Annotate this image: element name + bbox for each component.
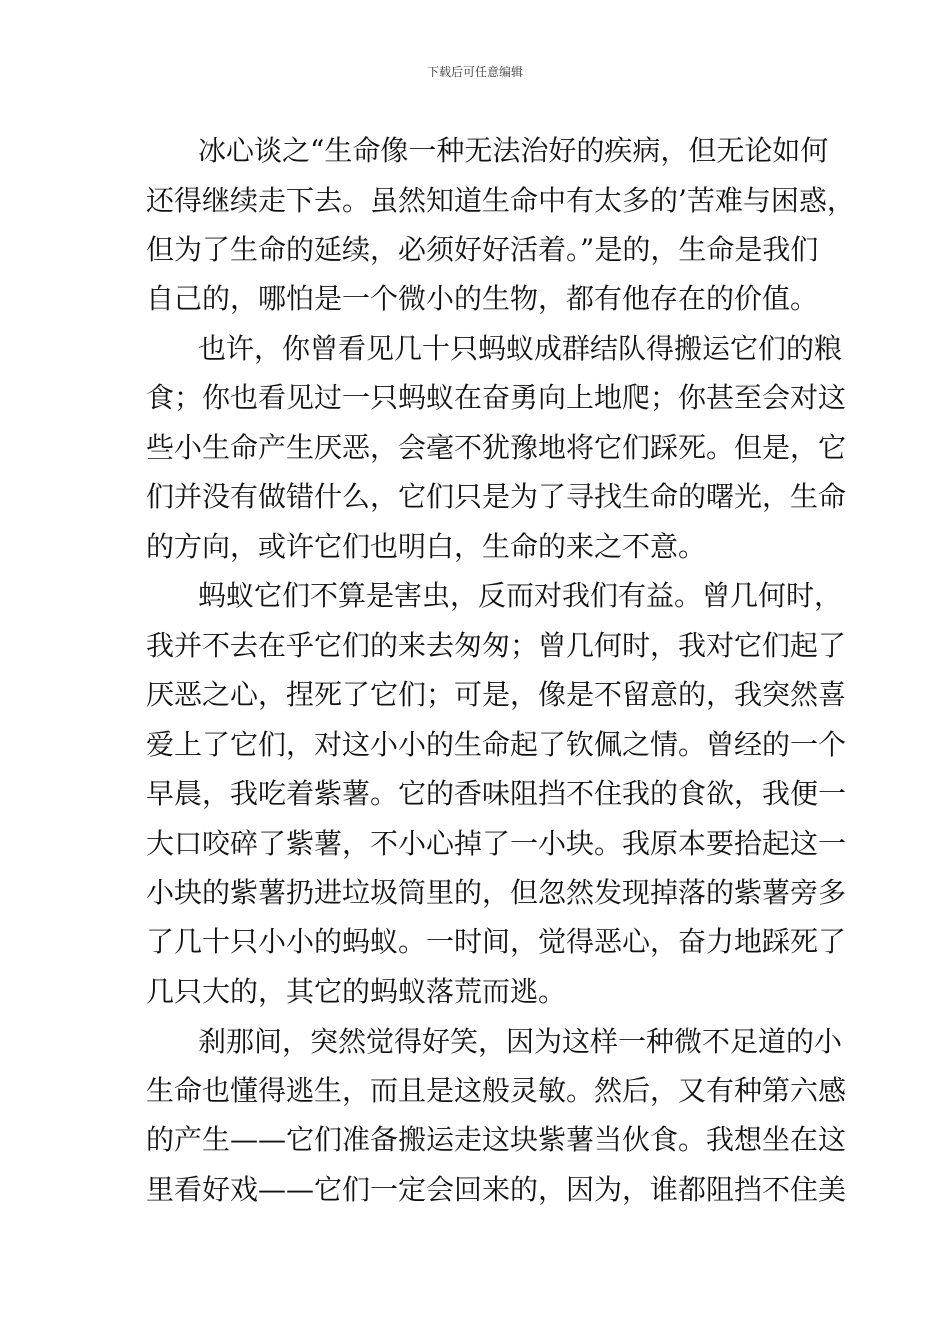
text-line: 厌恶之心，捏死了它们；可是，像是不留意的，我突然喜 (146, 678, 847, 711)
text-line: 但为了生命的延续，必须好好活着。”是的，生命是我们 (146, 233, 819, 266)
text-line: 早晨，我吃着紫薯。它的香味阻挡不住我的食欲，我便一 (146, 777, 847, 810)
text-line: 的方向，或许它们也明白，生命的来之不意。 (146, 530, 707, 563)
text-line: 刹那间，突然觉得好笑，因为这样一种微不足道的小 (198, 1025, 843, 1058)
text-line: 自己的，哪怕是一个微小的生物，都有他存在的价值。 (146, 282, 819, 315)
text-line: 们并没有做错什么，它们只是为了寻找生命的曙光，生命 (146, 480, 847, 513)
text-line: 的产生——它们准备搬运走这块紫薯当伙食。我想坐在这 (146, 1123, 847, 1156)
text-line: 了几十只小小的蚂蚁。一时间，觉得恶心，奋力地踩死了 (146, 925, 847, 958)
text-line: 几只大的，其它的蚂蚁落荒而逃。 (146, 975, 567, 1008)
page-header: 下载后可任意编辑 (426, 65, 523, 79)
text-line: 些小生命产生厌恶，会毫不犹豫地将它们踩死。但是，它 (146, 431, 847, 464)
text-line: 也许，你曾看见几十只蚂蚁成群结队得搬运它们的粮 (198, 332, 843, 365)
text-line: 还得继续走下去。虽然知道生命中有太多的’苦难与困惑， (146, 184, 855, 217)
text-line: 爱上了它们，对这小小的生命起了钦佩之情。曾经的一个 (146, 728, 847, 761)
text-line: 生命也懂得逃生，而且是这般灵敏。然后，又有种第六感 (146, 1074, 847, 1107)
text-line: 里看好戏——它们一定会回来的，因为，谁都阻挡不住美 (146, 1173, 847, 1206)
text-line: 冰心谈之“生命像一种无法治好的疾病，但无论如何 (198, 134, 829, 167)
text-line: 食；你也看见过一只蚂蚁在奋勇向上地爬；你甚至会对这 (146, 381, 847, 414)
text-line: 小块的紫薯扔进垃圾筒里的，但忽然发现掉落的紫薯旁多 (146, 876, 847, 909)
text-line: 我并不去在乎它们的来去匆匆；曾几何时，我对它们起了 (146, 629, 847, 662)
text-line: 大口咬碎了紫薯，不小心掉了一小块。我原本要拾起这一 (146, 827, 847, 860)
text-line: 蚂蚁它们不算是害虫，反而对我们有益。曾几何时， (198, 579, 843, 612)
